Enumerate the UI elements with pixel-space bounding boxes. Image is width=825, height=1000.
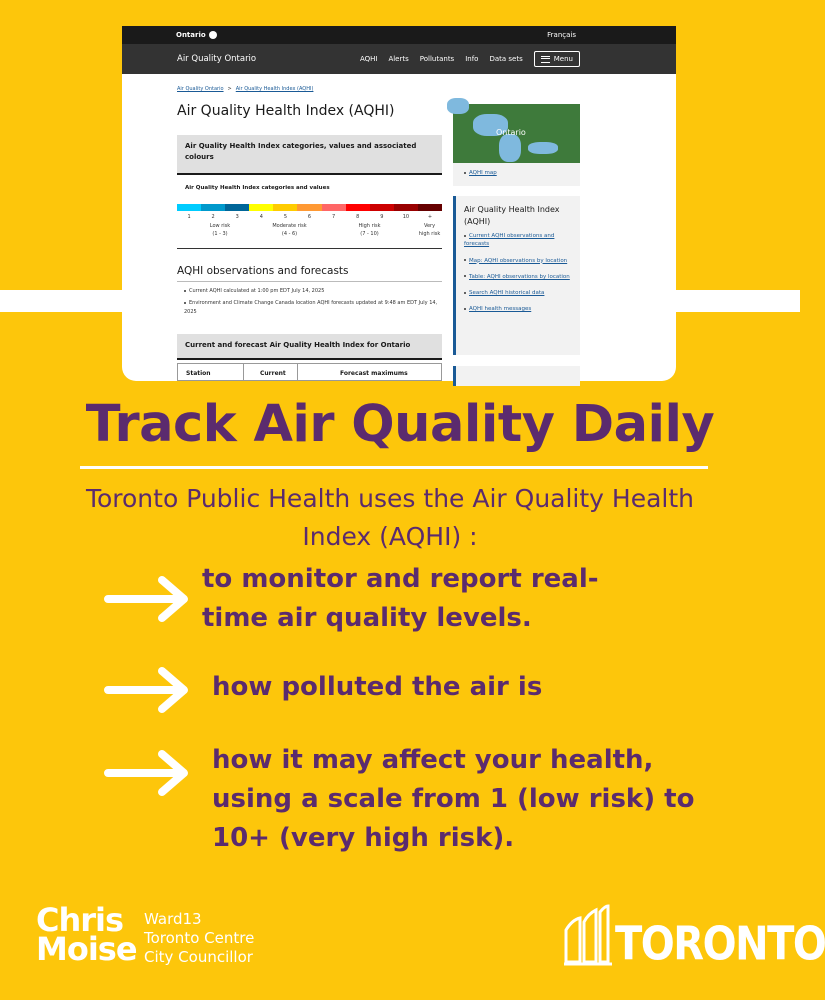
scale-number: 8 [356,214,360,220]
scale-segment [394,204,418,211]
language-link[interactable]: Français [547,31,576,39]
arrow-icon [104,574,192,624]
sidebar-link[interactable] [464,232,572,249]
aqhi-scale-numbers [177,214,442,220]
bullet-icon [184,302,186,304]
risk-high [347,223,392,238]
bullet-icon [464,292,466,294]
scale-segment [346,204,370,211]
nav-links [360,51,580,67]
lake-shape [447,98,469,114]
toronto-wordmark: TORONTO [615,918,825,971]
intro-text: Toronto Public Health uses the Air Quality Health Index (AQHI) : [85,484,695,551]
scale-number: 6 [307,214,312,220]
risk-moderate [262,223,317,238]
councillor-logo [36,901,137,968]
sidebar-link-text: AQHI health messages [469,306,532,313]
col-current: Current [244,364,298,380]
col-station: Station [178,364,244,380]
nav-data-sets[interactable]: Data sets [489,55,523,63]
categories-subheading: Air Quality Health Index categories and values [185,185,330,191]
categories-heading: Air Quality Health Index categories, values and associated colours [177,135,442,175]
menu-label: Menu [553,55,573,63]
bullet-icon [184,290,186,292]
scale-segment [418,204,442,211]
section-divider [177,248,442,249]
trillium-icon [209,31,217,39]
ontario-map[interactable] [453,104,580,163]
councillor-details [144,910,254,967]
nav-info[interactable]: Info [465,55,479,63]
risk-very-high-range: high risk [418,230,441,237]
councillor-last-name: Moise [36,930,137,968]
scale-segment [273,204,297,211]
risk-very-high [407,223,452,238]
sidebar-link-text: Current AQHI observations and forecasts [464,233,555,248]
role: City Councillor [144,948,253,966]
point-pollution: how polluted the air is [212,672,543,702]
ontario-brand-label: Ontario [176,31,206,39]
menu-button[interactable] [534,51,580,67]
scale-number: + [427,214,433,220]
scale-number: 2 [211,214,215,220]
map-label: Ontario [496,128,526,137]
scale-segment [225,204,249,211]
sidebar-link[interactable] [464,289,572,297]
sidebar-secondary [453,366,580,386]
website-screenshot [122,26,676,381]
sidebar-links [464,232,572,314]
scale-number: 5 [283,214,288,220]
risk-very-high-label: Very [423,223,436,229]
scale-number: 4 [259,214,263,220]
page-title: Air Quality Health Index (AQHI) [177,103,395,119]
aqhi-color-scale [177,204,442,211]
hamburger-icon [541,56,550,63]
point-monitor: to monitor and report real-time air quality levels. [202,564,599,633]
site-title[interactable]: Air Quality Ontario [177,54,257,64]
scale-segment [177,204,201,211]
scale-segment [249,204,273,211]
sidebar-title: Air Quality Health Index (AQHI) [464,205,560,226]
scale-segment [322,204,346,211]
table-heading: Current and forecast Air Quality Health Index for Ontario [177,334,442,360]
sidebar-link-text: Search AQHI historical data [469,290,545,296]
councillor-first-name: Chris [36,901,124,939]
observation-bullet [184,299,439,316]
scale-number: 9 [380,214,384,220]
sidebar-link[interactable] [464,257,572,265]
lake-shape [528,142,558,154]
breadcrumb-separator: > [227,86,232,92]
sidebar-link[interactable] [464,305,572,313]
nav-alerts[interactable]: Alerts [388,55,409,63]
observation-text: Environment and Climate Change Canada location AQHI forecasts updated at 9:48 am EDT July 14, 2025 [184,300,438,315]
breadcrumb-home[interactable]: Air Quality Ontario [177,86,224,92]
risk-moderate-label: Moderate risk [272,223,307,229]
riding: Toronto Centre [144,929,255,947]
nav-pollutants[interactable]: Pollutants [419,55,455,63]
observations-heading: AQHI observations and forecasts [177,265,349,277]
arrow-icon [104,665,192,715]
risk-high-label: High risk [358,223,381,229]
risk-low-range: (1 - 3) [212,230,228,237]
bullet-icon [464,235,466,237]
page-content [122,74,676,381]
arrow-icon [104,748,192,798]
ward: Ward13 [144,910,202,928]
map-link-card [453,163,580,186]
risk-low-label: Low risk [209,223,231,229]
observation-bullet [184,287,439,296]
point-health: how it may affect your health, using a scale from 1 (low risk) to 10+ (very high risk). [212,745,695,853]
observation-text: Current AQHI calculated at 1:00 pm EDT July 14, 2025 [189,288,325,294]
headline-rule [80,466,708,469]
observations-heading-rule [177,281,442,282]
breadcrumb-current[interactable]: Air Quality Health Index (AQHI) [235,86,314,92]
bullet-icon [464,308,466,310]
aqhi-map-link-text: AQHI map [469,170,497,176]
site-navbar [122,44,676,74]
risk-high-range: (7 - 10) [360,230,379,237]
scale-number: 10 [402,214,410,220]
scale-number: 1 [187,214,191,220]
breadcrumb [177,86,313,92]
scale-number: 3 [235,214,239,220]
scale-segment [370,204,394,211]
bullet-icon [464,275,466,277]
sidebar-link-text: Table: AQHI observations by location [469,273,570,280]
table-header-row [177,363,442,381]
sidebar-aqhi [453,196,580,355]
scale-number: 7 [332,214,336,220]
risk-low [199,223,241,238]
bullet-icon [464,172,466,174]
col-forecast: Forecast maximums [340,370,408,377]
aqhi-map-link[interactable] [464,170,497,176]
risk-moderate-range: (4 - 6) [281,230,298,237]
scale-segment [297,204,321,211]
sidebar-link[interactable] [464,273,572,281]
ontario-brand[interactable] [176,31,217,39]
scale-segment [201,204,225,211]
nav-aqhi[interactable]: AQHI [359,55,378,63]
lake-shape [499,134,521,162]
headline: Track Air Quality Daily [85,395,715,454]
ontario-topbar [122,26,676,44]
sidebar-link-text: Map: AQHI observations by location [469,257,568,264]
bullet-icon [464,259,466,261]
